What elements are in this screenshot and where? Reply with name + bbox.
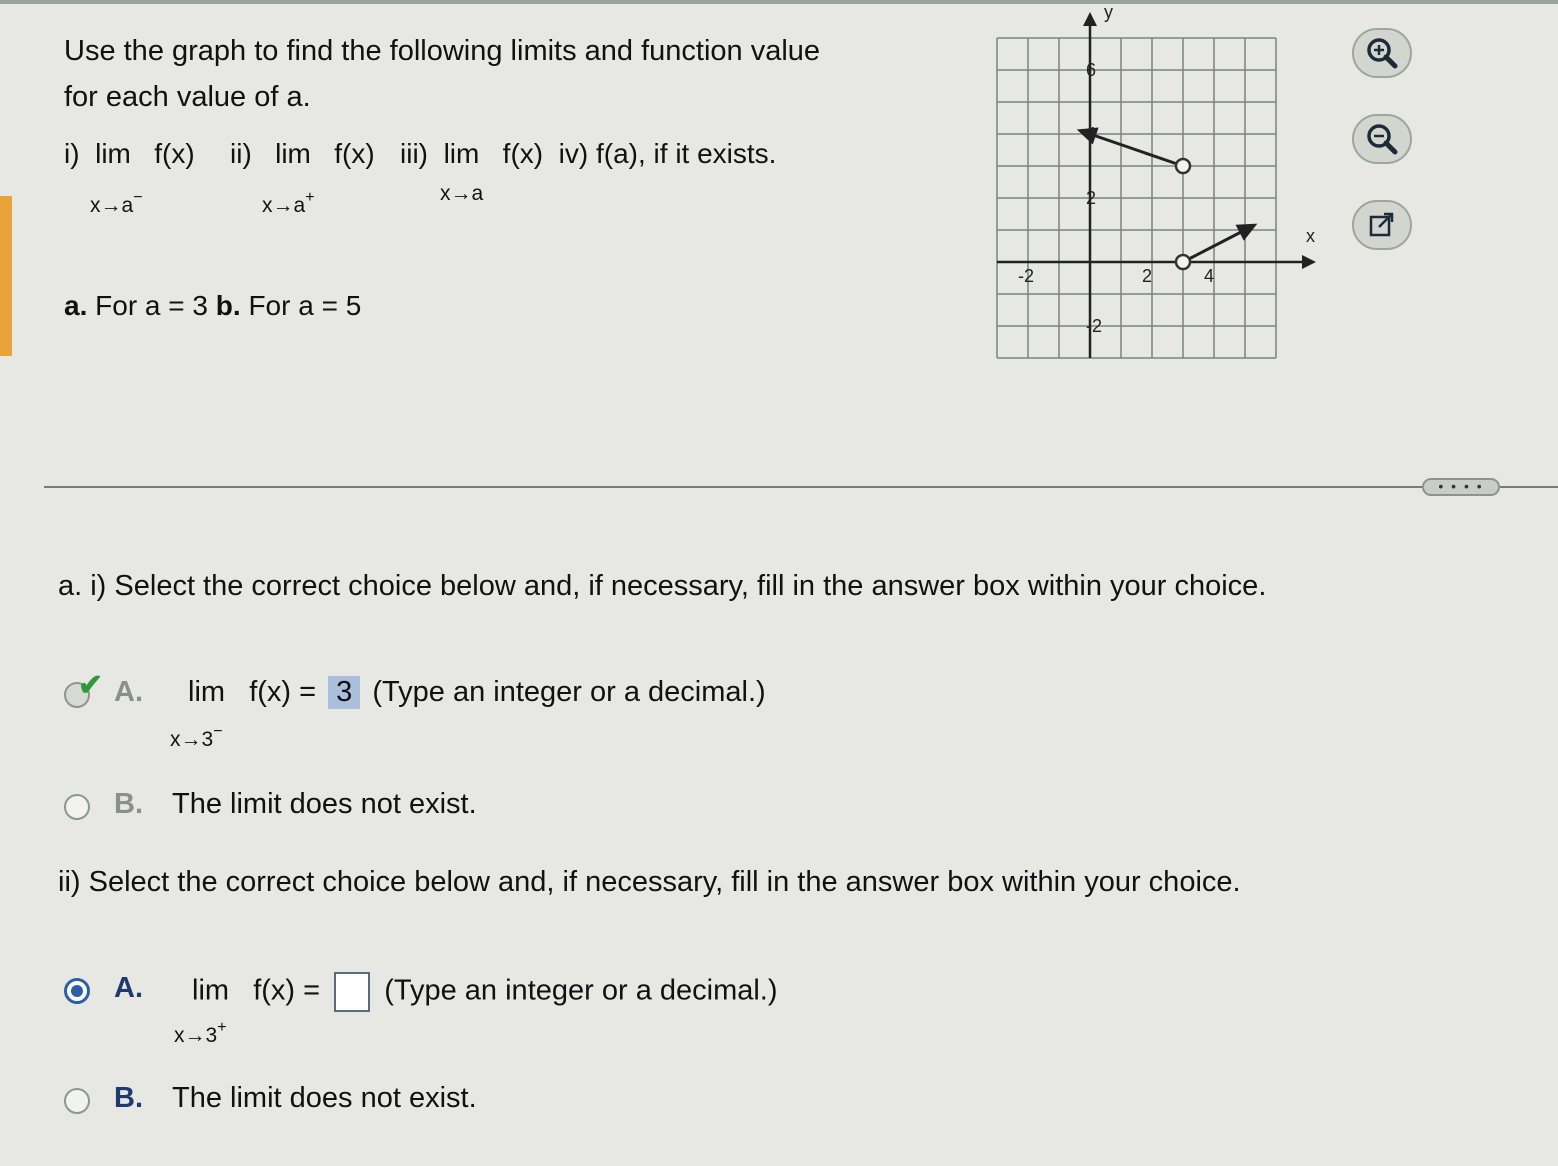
- lim-word: lim: [188, 676, 226, 708]
- choice-a-letter: A.: [114, 972, 143, 1004]
- choice-a-subscript: x→3−: [170, 723, 223, 751]
- func-label: f(x) =: [253, 974, 321, 1007]
- answer-input-box[interactable]: [334, 972, 370, 1012]
- zoom-in-icon: [1365, 36, 1399, 70]
- question-line-2: for each value of a.: [64, 81, 311, 113]
- choice-a-letter: A.: [114, 676, 143, 708]
- popout-button[interactable]: [1352, 200, 1412, 250]
- lim-word: lim: [95, 138, 131, 169]
- y-axis-label: y: [1104, 2, 1113, 22]
- part-b-label: b.: [215, 290, 241, 321]
- choice-b-text: The limit does not exist.: [172, 788, 477, 820]
- part-a-label: a.: [64, 290, 88, 321]
- part-b-text: For a = 5: [248, 290, 362, 321]
- choice-a-expression: [192, 972, 778, 1012]
- func-label: f(x): [502, 138, 544, 169]
- question-text: [64, 28, 944, 120]
- section-divider: [44, 486, 1424, 488]
- graph-segment: [1090, 134, 1183, 166]
- graph-svg: [998, 2, 1348, 370]
- y-tick-label: 6: [1086, 60, 1097, 80]
- roman-iii: iii): [400, 138, 428, 169]
- correct-check-icon: ✔: [78, 669, 104, 702]
- lim-word: lim: [275, 138, 311, 169]
- x-tick-label: 2: [1142, 266, 1153, 286]
- answer-hint: (Type an integer or a decimal.): [384, 974, 778, 1007]
- limit-iii: [400, 138, 776, 170]
- choice-b-letter: B.: [114, 1082, 143, 1114]
- part-a-ii-prompt: ii) Select the correct choice below and, if necessary, fill in the answer box within your choice.: [58, 866, 1241, 898]
- question-accent-bar: [0, 196, 12, 356]
- limit-list: [64, 138, 964, 238]
- graph-axes: [997, 12, 1316, 358]
- choice-b-letter: B.: [114, 788, 143, 820]
- zoom-out-button[interactable]: [1352, 114, 1412, 164]
- choice-b-radio[interactable]: [64, 1088, 90, 1114]
- part-a-i-prompt: a. i) Select the correct choice below and, if necessary, fill in the answer box within your choice.: [58, 570, 1267, 602]
- x-tick-label: 4: [1204, 266, 1215, 286]
- open-point: [1176, 255, 1190, 269]
- limit-i-subscript: x→a−: [90, 189, 143, 217]
- part-a-text: For a = 3: [95, 290, 208, 321]
- graph-grid: [997, 38, 1276, 358]
- open-point: [1176, 159, 1190, 173]
- section-divider-right: [1500, 486, 1558, 488]
- answer-box[interactable]: 3: [328, 676, 360, 709]
- item-iv: iv) f(a), if it exists.: [558, 138, 777, 169]
- answer-hint: (Type an integer or a decimal.): [372, 676, 766, 708]
- y-tick-label: 4: [1086, 124, 1097, 144]
- part-a-i-choice-a[interactable]: [64, 669, 964, 751]
- choice-a-radio[interactable]: [64, 978, 90, 1004]
- part-a-i-choice-b[interactable]: [64, 788, 964, 848]
- roman-ii: ii): [230, 138, 252, 169]
- x-tick-label: -2: [1018, 266, 1035, 286]
- func-label: f(x): [334, 138, 375, 169]
- choice-b-radio[interactable]: [64, 794, 90, 820]
- func-label: f(x) =: [249, 676, 317, 708]
- y-tick-label: -2: [1086, 316, 1103, 336]
- part-a-ii-choice-a[interactable]: [64, 972, 964, 1047]
- part-a-ii-choice-b[interactable]: [64, 1082, 964, 1142]
- limit-ii-subscript: x→a+: [262, 189, 315, 217]
- x-axis-arrow: [1302, 255, 1316, 269]
- lim-word: lim: [443, 138, 480, 169]
- zoom-out-icon: [1365, 122, 1399, 156]
- function-graph: [998, 2, 1348, 370]
- top-border: [0, 0, 1558, 4]
- graph-labels: [1018, 2, 1315, 336]
- choice-a-expression: [188, 676, 766, 709]
- limit-ii: [230, 138, 375, 170]
- func-label: f(x): [154, 138, 195, 169]
- choice-a-subscript: x→3+: [174, 1019, 227, 1047]
- y-tick-label: 2: [1086, 188, 1097, 208]
- y-axis-arrow: [1083, 12, 1097, 26]
- limit-iii-subscript: x→a: [440, 182, 484, 205]
- roman-i: i): [64, 138, 80, 169]
- lim-word: lim: [192, 974, 230, 1007]
- zoom-in-button[interactable]: [1352, 28, 1412, 78]
- x-axis-label: x: [1306, 226, 1315, 246]
- question-line-1: Use the graph to find the following limits and function value: [64, 35, 821, 67]
- choice-b-text: The limit does not exist.: [172, 1082, 477, 1114]
- parts-line: [64, 290, 361, 322]
- external-link-icon: [1367, 210, 1397, 240]
- expand-more-button[interactable]: • • • •: [1422, 478, 1500, 496]
- limit-i: [64, 138, 195, 170]
